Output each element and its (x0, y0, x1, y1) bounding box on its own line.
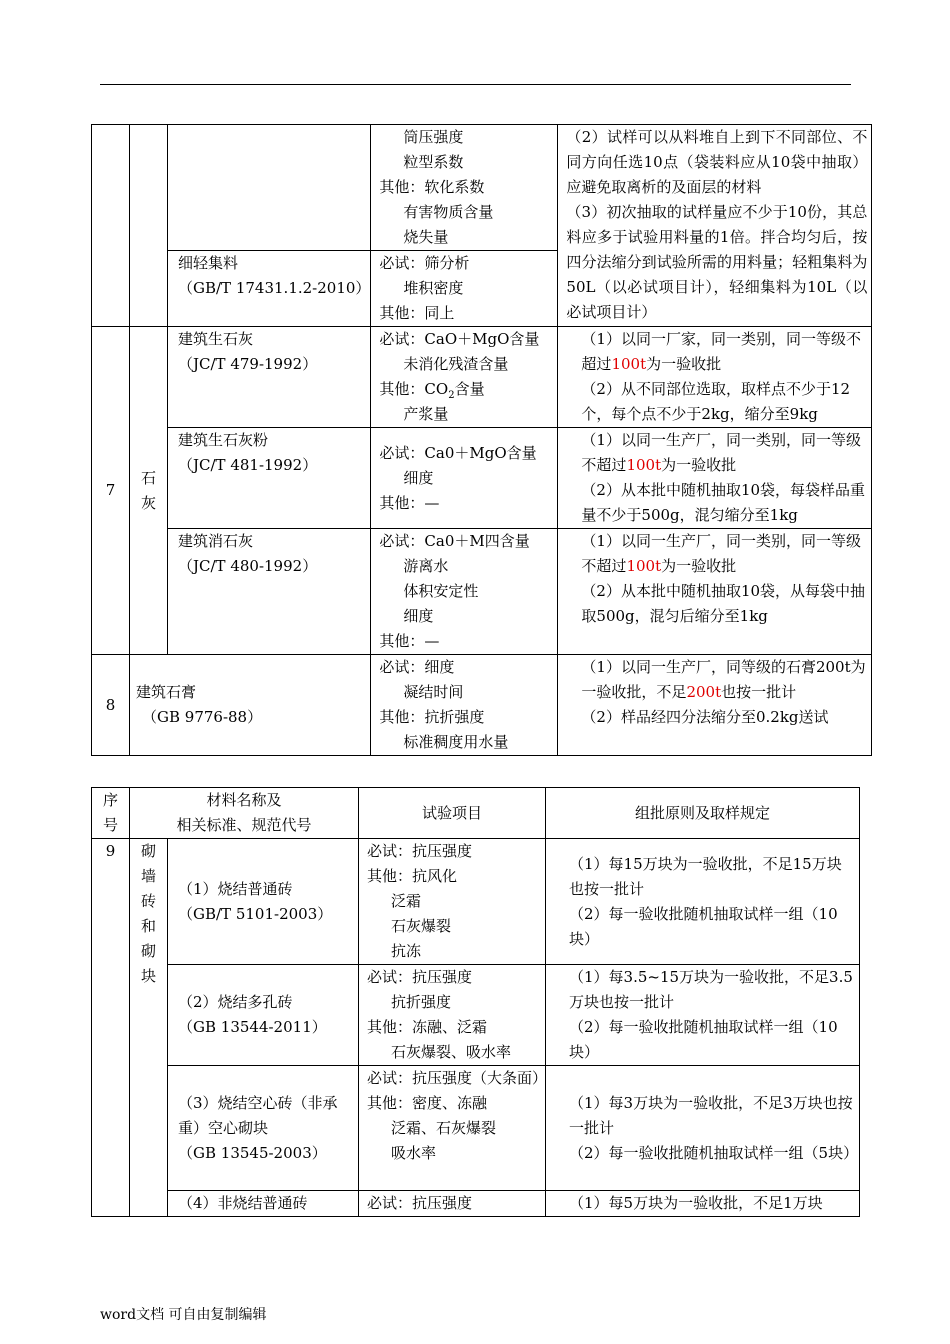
header-material: 材料名称及 相关标准、规范代号 (130, 788, 359, 839)
material-name: 细轻集料 （GB/T 17431.1.2-2010） (168, 251, 371, 327)
material-name: （3）烧结空心砖（非承重）空心砌块 （GB 13545-2003） (168, 1066, 359, 1191)
test-items: 必试：抗压强度 (359, 1191, 546, 1217)
sampling-principles: （2）试样可以从料堆自上到下不同部位、不同方向任选10点（袋装料应从10袋中抽取）应避免取离析的及面层的材料 （3）初次抽取的试样量应不少于10份，其总料应多于试验用料量的1倍。拌合均匀后，按四分法缩分到试验所需的用料量；轻粗集料为50L（以必试项目计），轻细集料为10L（以必试项目计） (558, 125, 872, 327)
test-items: 筒压强度 粒型系数 其他：软化系数 有害物质含量 烧失量 (371, 125, 558, 251)
material-name: 建筑生石灰 （JC/T 479-1992） (168, 327, 371, 428)
row-number: 7 (92, 327, 130, 655)
table-row (92, 327, 872, 428)
table-row (92, 839, 860, 965)
sampling-principles: （1）以同一厂家，同一类别，同一等级不超过100t为一验收批 （2）从不同部位选取，取样点不少于12个，每个点不少于2kg，缩分至9kg (558, 327, 872, 428)
header-principles: 组批原则及取样规定 (546, 788, 860, 839)
table-row (92, 655, 872, 756)
sampling-principles: （1）以同一生产厂，同一类别，同一等级不超过100t为一验收批 （2）从本批中随机抽取10袋，每袋样品重量不少于500g，混匀缩分至1kg (558, 428, 872, 529)
table-row (92, 428, 872, 529)
sampling-principles: （1）每3万块为一验收批，不足3万块也按一批计 （2）每一验收批随机抽取试样一组（5块） (546, 1066, 860, 1191)
test-items: 必试：抗压强度 其他：抗风化 泛霜 石灰爆裂 抗冻 (359, 839, 546, 965)
sampling-principles: （1）以同一生产厂，同一类别，同一等级不超过100t为一验收批 （2）从本批中随机抽取10袋，从每袋中抽取500g，混匀后缩分至1kg (558, 529, 872, 655)
material-name: 建筑消石灰 （JC/T 480-1992） (168, 529, 371, 655)
sampling-principles: （1）每5万块为一验收批，不足1万块 (546, 1191, 860, 1217)
sampling-principles: （1）每3.5~15万块为一验收批，不足3.5万块也按一批计 （2）每一验收批随机抽取试样一组（10块） (546, 965, 860, 1066)
material-name: 建筑生石灰粉 （JC/T 481-1992） (168, 428, 371, 529)
table-row (92, 125, 872, 251)
sampling-table-part1 (91, 124, 872, 756)
table-row (92, 1066, 860, 1191)
material-name: 建筑石膏 （GB 9776-88） (130, 655, 371, 756)
test-items: 必试：细度 凝结时间 其他：抗折强度 标准稠度用水量 (371, 655, 558, 756)
sampling-principles: （1）每15万块为一验收批，不足15万块也按一批计 （2）每一验收批随机抽取试样一组（10块） (546, 839, 860, 965)
table-row (92, 1191, 860, 1217)
test-items: 必试：Ca0＋M四含量 游离水 体积安定性 细度 其他：— (371, 529, 558, 655)
material-category: 砌 墙 砖 和 砌 块 (130, 839, 168, 1217)
table-row (92, 529, 872, 655)
table-header-row (92, 788, 860, 839)
table-row (92, 965, 860, 1066)
material-name: （2）烧结多孔砖 （GB 13544-2011） (168, 965, 359, 1066)
header-rule (100, 84, 851, 85)
header-no: 序 号 (92, 788, 130, 839)
test-items: 必试：CaO＋MgO含量 未消化残渣含量 其他：$CO_2$含量 产浆量 (371, 327, 558, 428)
material-name: （1）烧结普通砖 （GB/T 5101-2003） (168, 839, 359, 965)
header-tests: 试验项目 (359, 788, 546, 839)
test-items: 必试：抗压强度（大条面） 其他：密度、冻融 泛霜、石灰爆裂 吸水率 (359, 1066, 546, 1191)
test-items: 必试：Ca0＋MgO含量 细度 其他：— (371, 428, 558, 529)
sampling-table-part2 (91, 787, 860, 1217)
test-items: 必试：筛分析 堆积密度 其他：同上 (371, 251, 558, 327)
material-name: （4）非烧结普通砖 (168, 1191, 359, 1217)
test-items: 必试：抗压强度 抗折强度 其他：冻融、泛霜 石灰爆裂、吸水率 (359, 965, 546, 1066)
material-category: 石 灰 (130, 327, 168, 655)
footer-note: word文档 可自由复制编辑 (100, 1307, 267, 1323)
row-number: 8 (92, 655, 130, 756)
row-number: 9 (92, 839, 130, 1217)
sampling-principles: （1）以同一生产厂，同等级的石膏200t为一验收批，不足200t也按一批计 （2）样品经四分法缩分至0.2kg送试 (558, 655, 872, 756)
